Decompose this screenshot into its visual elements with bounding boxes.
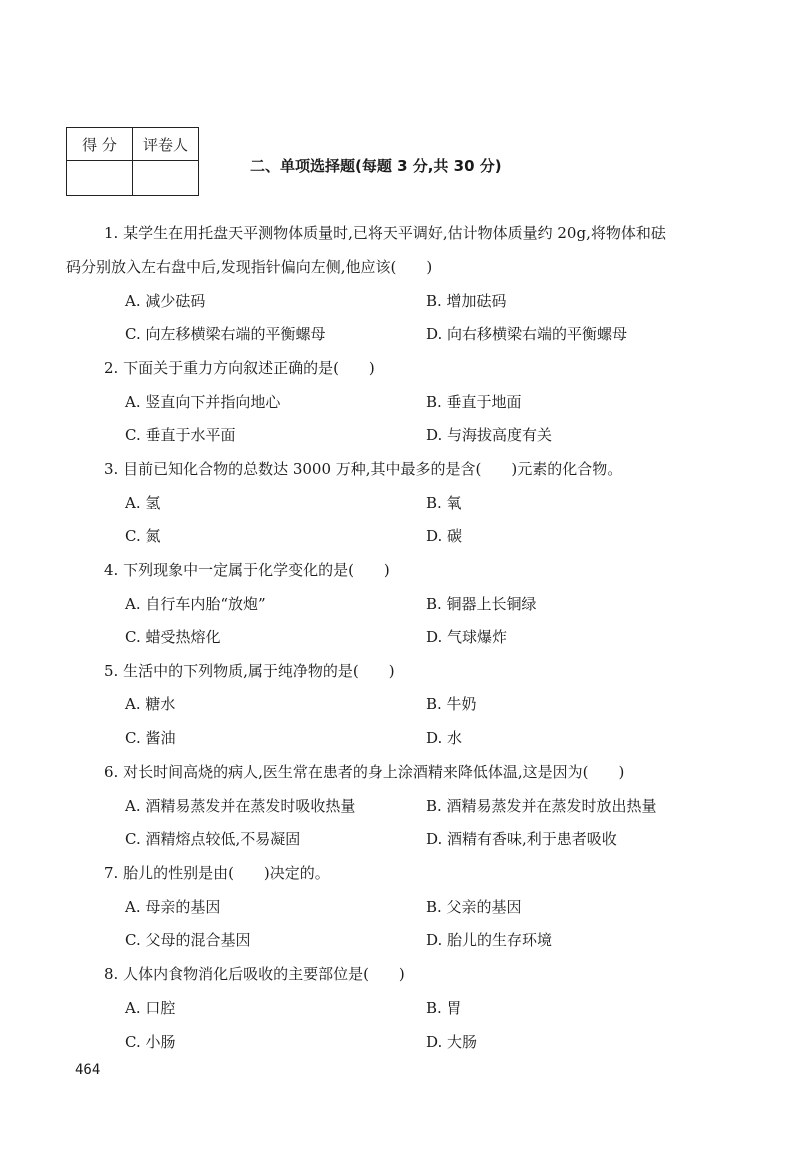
question-7-option-a: A. 母亲的基因 <box>125 898 221 916</box>
question-8-option-b: B. 胃 <box>426 999 462 1017</box>
question-2-option-a: A. 竖直向下并指向地心 <box>125 393 281 411</box>
question-7-option-c: C. 父母的混合基因 <box>125 931 251 949</box>
question-6-option-b: B. 酒精易蒸发并在蒸发时放出热量 <box>426 797 657 815</box>
question-7-option-b: B. 父亲的基因 <box>426 898 522 916</box>
question-8-stem: 8. 人体内食物消化后吸收的主要部位是( ) <box>104 965 405 983</box>
question-5-option-a: A. 糖水 <box>125 695 176 713</box>
question-2-option-c: C. 垂直于水平面 <box>125 426 236 444</box>
score-cell <box>67 161 133 196</box>
question-3-option-d: D. 碳 <box>426 527 463 545</box>
question-4-option-a: A. 自行车内胎“放炮” <box>125 595 266 613</box>
question-1-option-b: B. 增加砝码 <box>426 292 507 310</box>
score-label: 得 分 <box>67 128 133 161</box>
question-7-option-d: D. 胎儿的生存环境 <box>426 931 553 949</box>
section-title: 二、单项选择题(每题 3 分,共 30 分) <box>250 157 502 175</box>
question-2-option-b: B. 垂直于地面 <box>426 393 522 411</box>
question-1-option-c: C. 向左移横梁右端的平衡螺母 <box>125 325 326 343</box>
question-6-option-c: C. 酒精熔点较低,不易凝固 <box>125 830 301 848</box>
grader-label: 评卷人 <box>133 128 199 161</box>
grader-cell <box>133 161 199 196</box>
question-8-option-a: A. 口腔 <box>125 999 176 1017</box>
question-4-option-c: C. 蜡受热熔化 <box>125 628 221 646</box>
question-1-option-a: A. 减少砝码 <box>125 292 206 310</box>
score-table <box>66 127 199 196</box>
question-1-stem-cont: 码分别放入左右盘中后,发现指针偏向左侧,他应该( ) <box>66 258 433 276</box>
question-5-option-d: D. 水 <box>426 729 463 747</box>
question-2-option-d: D. 与海拔高度有关 <box>426 426 553 444</box>
question-3-stem: 3. 目前已知化合物的总数达 3000 万种,其中最多的是含( )元素的化合物。 <box>104 460 623 478</box>
question-4-stem: 4. 下列现象中一定属于化学变化的是( ) <box>104 561 390 579</box>
question-8-option-d: D. 大肠 <box>426 1033 478 1051</box>
question-3-option-c: C. 氮 <box>125 527 161 545</box>
question-5-option-c: C. 酱油 <box>125 729 176 747</box>
question-1-option-d: D. 向右移横梁右端的平衡螺母 <box>426 325 628 343</box>
question-3-option-b: B. 氧 <box>426 494 462 512</box>
question-6-stem: 6. 对长时间高烧的病人,医生常在患者的身上涂酒精来降低体温,这是因为( ) <box>104 763 625 781</box>
question-4-option-d: D. 气球爆炸 <box>426 628 508 646</box>
question-1-stem: 1. 某学生在用托盘天平测物体质量时,已将天平调好,估计物体质量约 20g,将物体和砝 <box>104 224 666 242</box>
question-2-stem: 2. 下面关于重力方向叙述正确的是( ) <box>104 359 375 377</box>
page-number: 464 <box>75 1062 101 1078</box>
question-5-stem: 5. 生活中的下列物质,属于纯净物的是( ) <box>104 662 395 680</box>
question-8-option-c: C. 小肠 <box>125 1033 176 1051</box>
question-7-stem: 7. 胎儿的性别是由( )决定的。 <box>104 864 330 882</box>
question-4-option-b: B. 铜器上长铜绿 <box>426 595 537 613</box>
question-6-option-d: D. 酒精有香味,利于患者吸收 <box>426 830 617 848</box>
question-3-option-a: A. 氢 <box>125 494 161 512</box>
question-6-option-a: A. 酒精易蒸发并在蒸发时吸收热量 <box>125 797 356 815</box>
question-5-option-b: B. 牛奶 <box>426 695 477 713</box>
